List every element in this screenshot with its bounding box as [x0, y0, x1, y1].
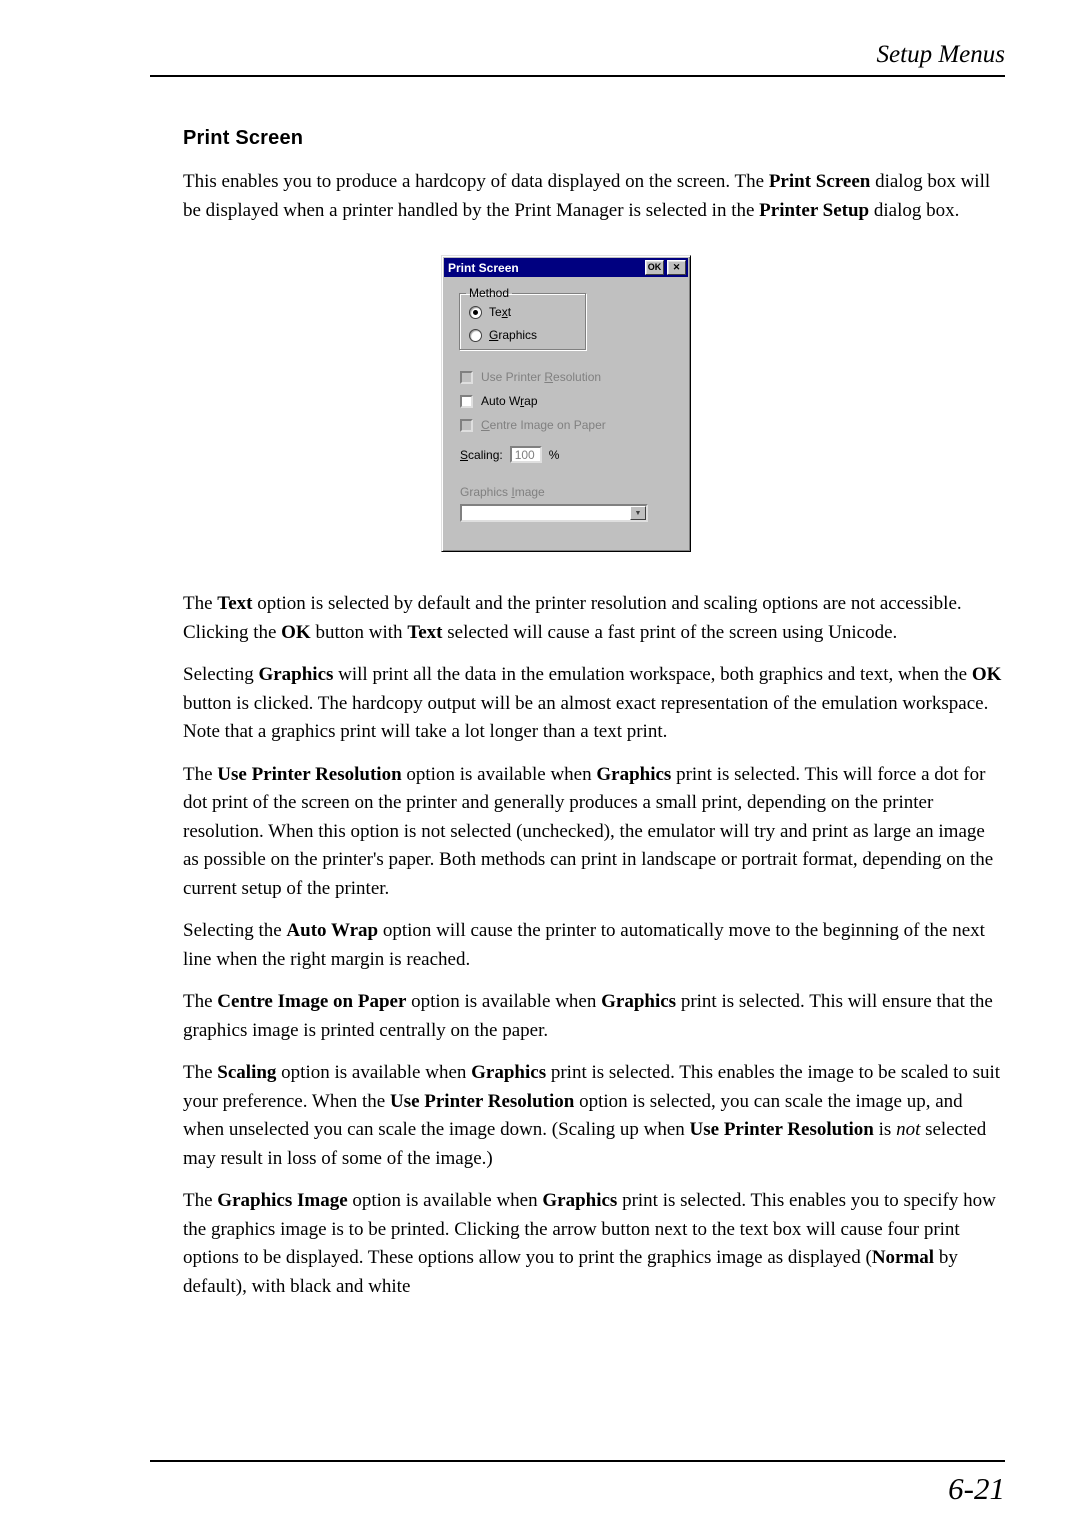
body-paragraph: Selecting the Auto Wrap option will cause the printer to automatically move to the beginning of the next line when the right margin is reached. — [183, 920, 985, 970]
dialog-body — [444, 277, 688, 522]
print-screen-dialog — [441, 255, 691, 552]
checkbox-auto-wrap[interactable] — [460, 394, 674, 408]
checkbox-centre-image-on-paper — [460, 418, 674, 432]
radio-unselected-icon — [469, 329, 482, 342]
body-paragraph: The Scaling option is available when Graphics print is selected. This enables the image to be scaled to suit your preference. When the Use Printer Resolution option is selected, you can scale the image up, and when unselected you can scale the image down. (Scaling up when Use Printer Resolution is not selected may result in loss of some of the image.) — [183, 1062, 1001, 1169]
chevron-down-icon: ▼ — [634, 509, 642, 517]
method-group — [459, 286, 586, 350]
body-paragraph: The Use Printer Resolution option is available when Graphics print is selected. This will force a dot for dot print of the screen on the printer and generally produces a small print, depending on the printer resolution. When this option is not selected (unchecked), the emulator will try and print as large an image as possible on the printer's paper. Both methods can print in landscape or portrait format, depending on the current setup of the printer. — [183, 763, 994, 899]
body-paragraph: The Centre Image on Paper option is available when Graphics print is selected. This will ensure that the graphics image is printed centrally on the paper. — [183, 991, 993, 1041]
body-paragraph: This enables you to produce a hardcopy of data displayed on the screen. The Print Screen dialog box will be displayed when a printer handled by the Print Manager is selected in the Printer Setup dialog box. — [183, 171, 991, 221]
page-number: 6-21 — [948, 1471, 1005, 1506]
graphics-image-label: Graphics Image — [460, 485, 545, 499]
checkbox-use-printer-resolution-label: Use Printer Resolution — [481, 370, 602, 384]
dialog-title: Print Screen — [448, 260, 519, 275]
scaling-label: Scaling: — [460, 447, 503, 462]
footer-rule — [150, 1460, 1005, 1462]
dialog-title-bar[interactable] — [444, 258, 688, 277]
checkbox-icon — [460, 395, 473, 408]
checkbox-icon — [460, 371, 473, 384]
scaling-input: 100 — [510, 446, 542, 463]
radio-option-graphics[interactable] — [469, 328, 579, 342]
graphics-image-value — [462, 506, 630, 520]
radio-selected-icon — [469, 306, 482, 319]
body-paragraph: The Graphics Image option is available when Graphics print is selected. This enables you to specify how the graphics image is to be printed. Clicking the arrow button next to the text box will cause four print options to be displayed. These options allow you to print the graphics image as displayed (Normal by default), with black and white — [183, 1190, 996, 1297]
page-content — [183, 126, 1005, 1315]
section-heading: Print Screen — [183, 127, 304, 149]
scaling-row — [460, 446, 674, 463]
close-icon: ✕ — [672, 262, 681, 272]
method-group-label: Method — [469, 286, 510, 300]
checkbox-centre-image-on-paper-label: Centre Image on Paper — [481, 418, 606, 432]
dialog-ok-button[interactable]: OK — [645, 260, 664, 275]
checkbox-auto-wrap-label: Auto Wrap — [481, 394, 538, 408]
graphics-image-dropdown-button — [630, 506, 646, 520]
checkbox-use-printer-resolution — [460, 370, 674, 384]
scaling-unit-label: % — [548, 447, 560, 462]
checkbox-icon — [460, 419, 473, 432]
graphics-image-combo — [460, 504, 648, 522]
radio-option-text[interactable] — [469, 305, 579, 319]
dialog-close-button[interactable] — [667, 260, 686, 275]
running-header: Setup Menus — [876, 41, 1005, 68]
radio-graphics-label: Graphics — [489, 328, 538, 342]
body-paragraph: The Text option is selected by default and the printer resolution and scaling options are not accessible. Clicking the OK button with Text selected will cause a fast print of the screen using Unicode. — [183, 593, 962, 643]
radio-text-label: Text — [489, 305, 512, 319]
body-paragraph: Selecting Graphics will print all the data in the emulation workspace, both graphics and text, when the OK button is clicked. The hardcopy output will be an almost exact representation of the emulation workspace. Note that a graphics print will take a lot longer than a text print. — [183, 664, 1002, 742]
header-rule — [150, 75, 1005, 77]
